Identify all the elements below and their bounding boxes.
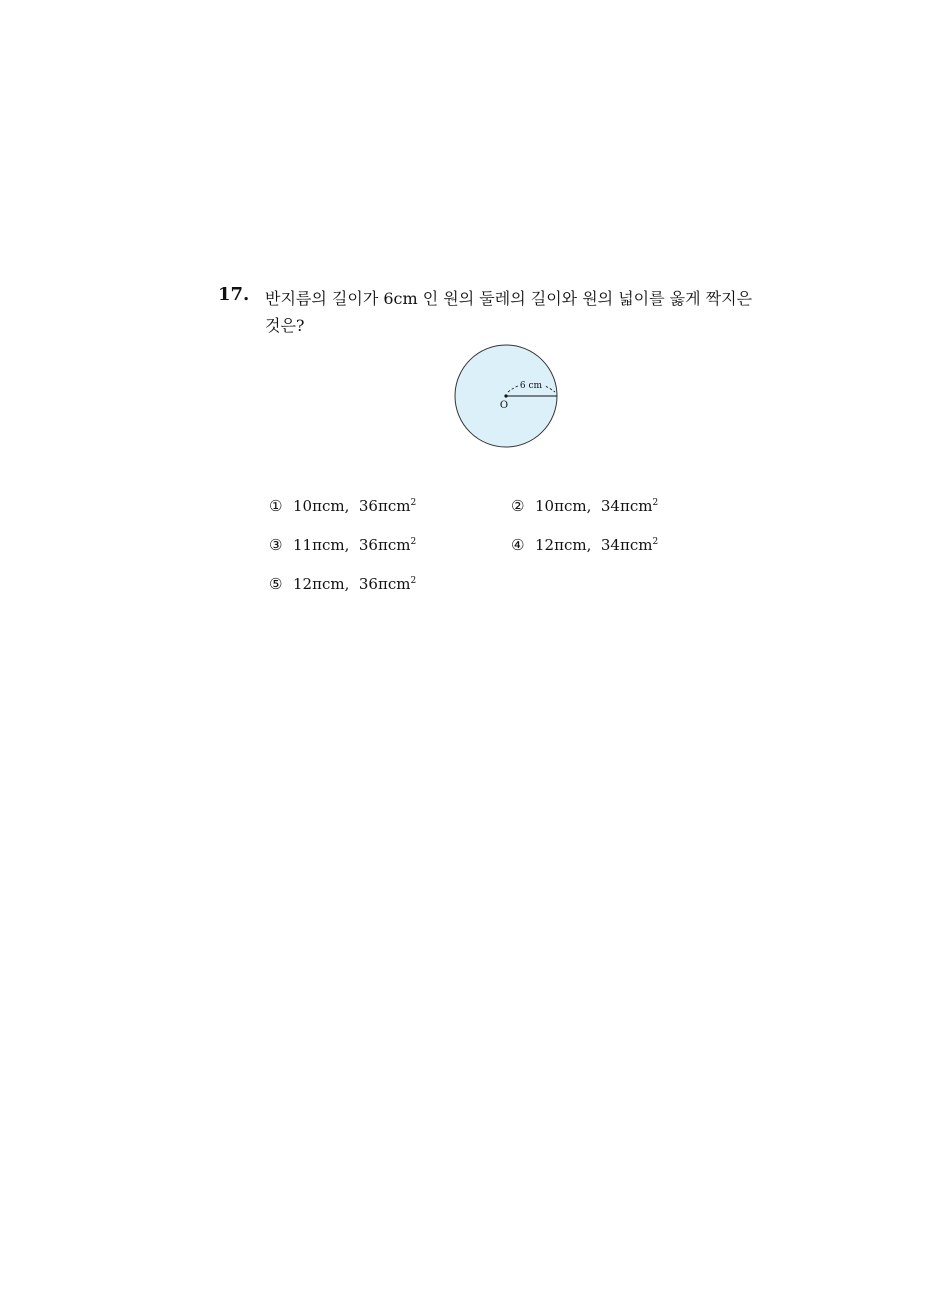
choice-3[interactable] [269,536,416,554]
choice-marker: ③ [269,536,283,554]
center-label: O [499,400,509,411]
center-point [504,394,507,397]
circle-figure [452,342,564,452]
question-number: 17. [218,284,250,305]
choice-circumference: 11πcm, [293,536,350,554]
choice-marker: ④ [511,536,525,554]
choice-1[interactable] [269,497,416,515]
question-text: 반지름의 길이가 6cm 인 원의 둘레의 길이와 원의 넓이를 옳게 짝지은 것은? [265,289,753,335]
choice-circumference: 12πcm, [293,575,350,593]
choice-area: 36πcm [358,497,411,515]
choice-exponent: 2 [410,537,417,547]
choice-area: 34πcm [600,536,653,554]
choice-circumference: 10πcm, [293,497,350,515]
choice-marker: ② [511,497,525,515]
choice-exponent: 2 [652,537,659,547]
choice-exponent: 2 [410,576,417,586]
choice-circumference: 12πcm, [535,536,592,554]
choice-circumference: 10πcm, [535,497,592,515]
choice-marker: ⑤ [269,575,283,593]
choice-2[interactable] [511,497,658,515]
choice-area: 36πcm [358,536,411,554]
choice-area: 36πcm [358,575,411,593]
choice-5[interactable] [269,575,416,593]
radius-label: 6 cm [519,381,543,391]
choice-marker: ① [269,497,283,515]
choice-area: 34πcm [600,497,653,515]
choice-exponent: 2 [652,498,659,508]
choice-4[interactable] [511,536,658,554]
choice-exponent: 2 [410,498,417,508]
